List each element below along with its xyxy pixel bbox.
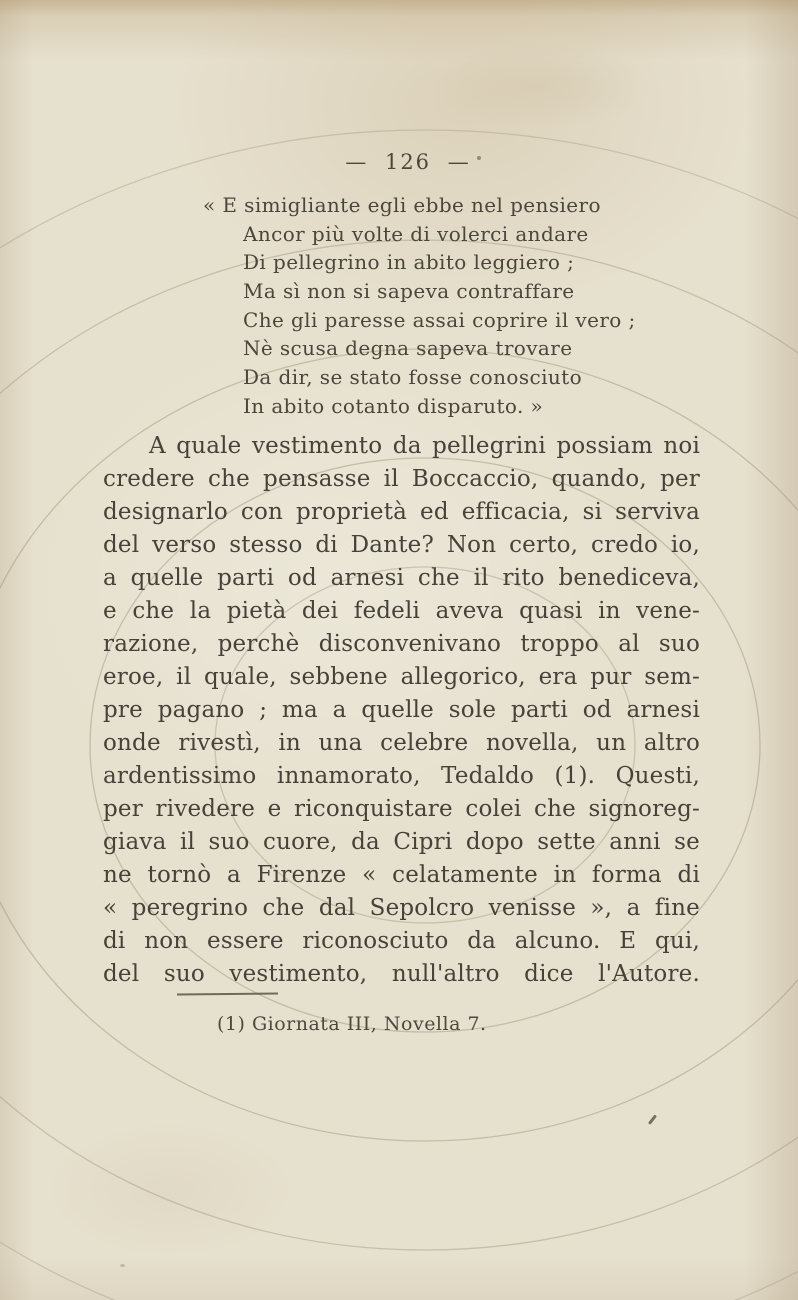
text-line: razione, perchè disconvenivano troppo al suo xyxy=(103,631,700,657)
text-line: ardentissimo innamorato, Tedaldo (1). Questi, xyxy=(103,763,700,789)
text-line: Nè scusa degna sapeva trovare xyxy=(243,336,573,361)
text-line: del verso stesso di Dante? Non certo, credo io, xyxy=(103,532,700,558)
text-line: a quelle parti od arnesi che il rito benediceva, xyxy=(103,565,700,591)
text-line: « E simigliante egli ebbe nel pensiero xyxy=(203,193,601,217)
body-paragraph xyxy=(103,430,700,991)
text-line: eroe, il quale, sebbene allegorico, era pur sem- xyxy=(103,664,700,690)
text-line: per rivedere e riconquistare colei che signoreg- xyxy=(103,796,700,822)
text-line: ne tornò a Firenze « celatamente in forma di xyxy=(103,862,700,888)
text-line: Da dir, se stato fosse conosciuto xyxy=(243,365,583,390)
text-line: onde rivestì, in una celebre novella, un altro xyxy=(103,730,700,756)
footnote-divider xyxy=(177,992,278,995)
ink-speck xyxy=(648,1114,657,1124)
text-line: pre pagano ; ma a quelle sole parti od arnesi xyxy=(103,697,700,723)
text-line: Ancor più volte di volerci andare xyxy=(243,221,589,246)
text-line: In abito cotanto disparuto. » xyxy=(243,393,544,418)
verse-quotation xyxy=(203,191,636,421)
footnote-text: (1) Giornata III, Novella 7. xyxy=(217,1013,487,1035)
text-line: Che gli paresse assai coprire il vero ; xyxy=(243,307,636,332)
text-line: credere che pensasse il Boccaccio, quando, per xyxy=(103,466,700,492)
text-line: Ma sì non si sapeva contraffare xyxy=(243,279,575,304)
paper-blotch xyxy=(430,40,650,130)
text-line: e che la pietà dei fedeli aveva quasi in vene- xyxy=(103,598,700,624)
ink-speck xyxy=(120,1264,125,1267)
text-line: di non essere riconosciuto da alcuno. E qui, xyxy=(103,928,700,954)
page-number: — 126 — xyxy=(345,150,471,174)
text-line: designarlo con proprietà ed efficacia, si serviva xyxy=(103,499,700,525)
text-line: « peregrino che dal Sepolcro venisse », a fine xyxy=(103,895,700,921)
text-line: giava il suo cuore, da Cipri dopo sette anni se xyxy=(103,829,700,855)
text-line: Di pellegrino in abito leggiero ; xyxy=(243,250,575,275)
text-line: del suo vestimento, null'altro dice l'Autore. xyxy=(103,961,700,987)
paper-blotch xyxy=(40,1120,300,1260)
text-line: A quale vestimento da pellegrini possiam noi xyxy=(149,433,700,459)
